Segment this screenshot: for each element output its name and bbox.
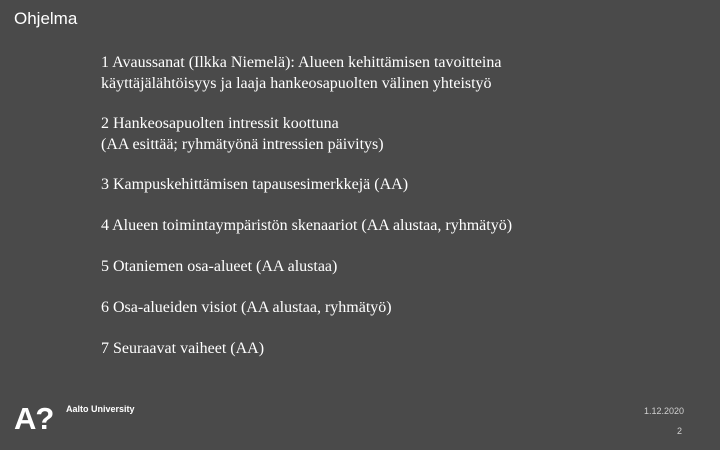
agenda-item-6: 6 Osa-alueiden visiot (AA alustaa, ryhmätyö) <box>101 299 392 316</box>
agenda-item-text: 1 Avaussanat (Ilkka Niemelä): Alueen kehittämisen tavoitteina <box>101 54 502 71</box>
agenda-item-1 <box>101 52 701 94</box>
agenda-list <box>101 52 701 359</box>
agenda-item-text: 2 Hankeosapuolten intressit koottuna <box>101 115 339 132</box>
agenda-item-2 <box>101 113 701 155</box>
agenda-item-5: 5 Otaniemen osa-alueet (AA alustaa) <box>101 258 338 275</box>
agenda-item-7: 7 Seuraavat vaiheet (AA) <box>101 340 265 357</box>
agenda-item-3: 3 Kampuskehittämisen tapausesimerkkejä (AA) <box>101 176 409 193</box>
agenda-item-text: (AA esittää; ryhmätyönä intressien päivitys) <box>101 136 384 153</box>
agenda-item-text: käyttäjälähtöisyys ja laaja hankeosapuolten välinen yhteistyö <box>101 75 492 92</box>
aalto-logo-mark: A? <box>14 401 54 436</box>
page-number: 2 <box>676 426 682 436</box>
agenda-item-4: 4 Alueen toimintaympäristön skenaariot (AA alustaa, ryhmätyö) <box>101 217 513 234</box>
aalto-logo-text: Aalto University <box>66 404 135 414</box>
slide-title: Ohjelma <box>14 9 78 28</box>
slide-date: 1.12.2020 <box>643 406 684 416</box>
